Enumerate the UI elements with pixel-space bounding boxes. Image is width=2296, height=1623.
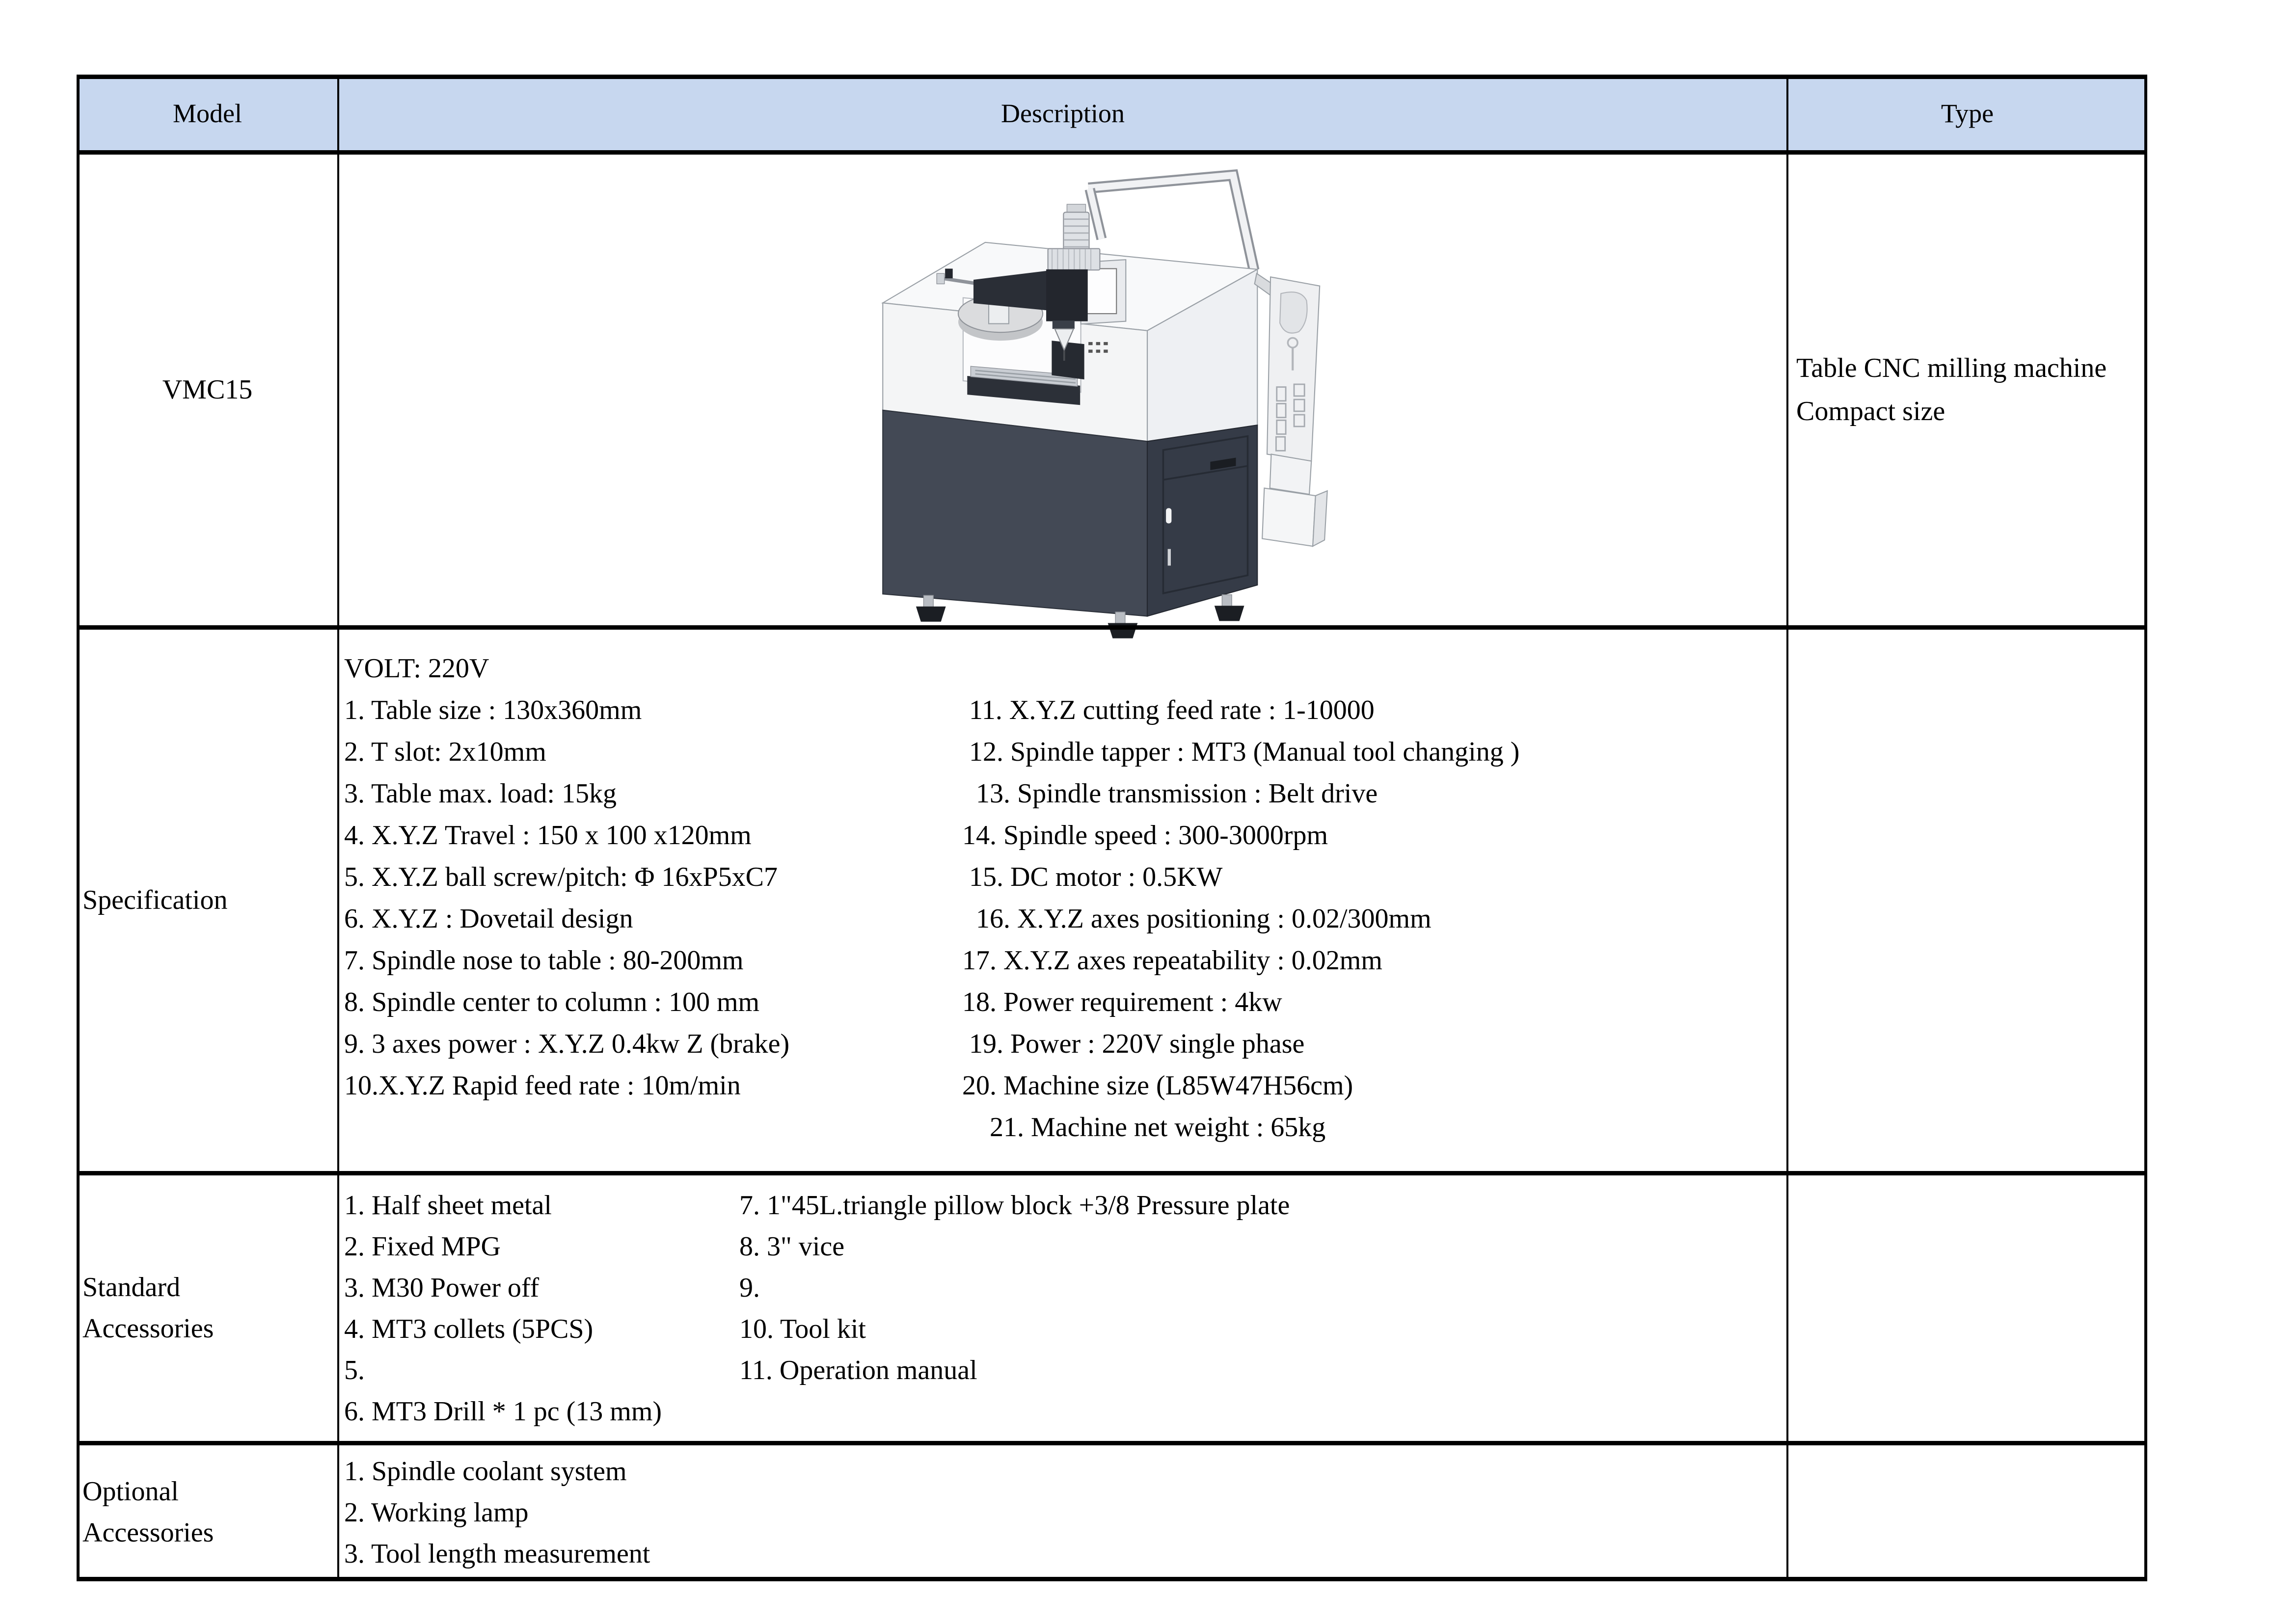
- spec-line: [344, 982, 1783, 1023]
- accessory-line: [344, 1350, 1783, 1391]
- header-type: Type: [1941, 99, 1994, 128]
- spec-item: 12. Spindle tapper : MT3 (Manual tool changing ): [962, 737, 1520, 767]
- row-separator: [77, 1441, 2147, 1445]
- spec-table: [77, 75, 2147, 1581]
- accessory-item: 1. Spindle coolant system: [344, 1456, 627, 1487]
- row-label-specification: Specification: [82, 885, 228, 915]
- table-border-left: [77, 75, 80, 1581]
- spec-item: 5. X.Y.Z ball screw/pitch: Φ 16xP5xC7: [344, 862, 778, 892]
- spec-line: [344, 1065, 1783, 1107]
- spec-item: 17. X.Y.Z axes repeatability : 0.02mm: [962, 945, 1382, 976]
- label-line: Optional: [82, 1476, 179, 1507]
- accessory-item: 5.: [344, 1355, 365, 1385]
- spec-item: 8. Spindle center to column : 100 mm: [344, 987, 760, 1017]
- accessory-item: 8. 3" vice: [739, 1231, 845, 1262]
- accessory-line: [344, 1492, 1783, 1533]
- spec-line: [344, 1023, 1783, 1065]
- accessory-item: 2. Working lamp: [344, 1497, 529, 1528]
- table-border-top: [77, 75, 2147, 79]
- table-border-right: [2144, 75, 2147, 1581]
- spec-item: 20. Machine size (L85W47H56cm): [962, 1070, 1353, 1101]
- accessory-line: [344, 1533, 1783, 1574]
- standard-accessories-content: [344, 1173, 1783, 1443]
- row-label-standard-accessories: [82, 1173, 335, 1443]
- label-line: Accessories: [82, 1313, 214, 1344]
- accessory-item: 4. MT3 collets (5PCS): [344, 1314, 594, 1344]
- accessory-item: 6. MT3 Drill * 1 pc (13 mm): [344, 1396, 662, 1427]
- accessory-item: 2. Fixed MPG: [344, 1231, 501, 1262]
- header-description: Description: [1001, 99, 1125, 128]
- spec-item: 3. Table max. load: 15kg: [344, 778, 617, 809]
- spec-item: 6. X.Y.Z : Dovetail design: [344, 904, 633, 934]
- type-value: [1789, 152, 2145, 627]
- label-line: Accessories: [82, 1517, 214, 1548]
- spec-line: [344, 731, 1783, 773]
- spec-item: 18. Power requirement : 4kw: [962, 987, 1282, 1017]
- spec-item: 11. X.Y.Z cutting feed rate : 1-10000: [962, 695, 1375, 725]
- row-separator: [77, 1171, 2147, 1175]
- spec-line: [344, 940, 1783, 982]
- spec-item: 1. Table size : 130x360mm: [344, 695, 642, 725]
- spec-item: 14. Spindle speed : 300-3000rpm: [962, 820, 1328, 851]
- accessory-item: 1. Half sheet metal: [344, 1190, 552, 1221]
- accessory-line: [344, 1226, 1783, 1267]
- machine-pendant-panel: [1255, 273, 1327, 546]
- accessory-item: 9.: [739, 1273, 760, 1303]
- machine-base: [883, 410, 1257, 616]
- spec-line: [344, 773, 1783, 815]
- spec-item: 15. DC motor : 0.5KW: [962, 862, 1223, 892]
- spec-item: 13. Spindle transmission : Belt drive: [962, 778, 1378, 809]
- spec-line: [344, 898, 1783, 940]
- spec-item: 7. Spindle nose to table : 80-200mm: [344, 945, 744, 976]
- model-value: VMC15: [162, 374, 253, 405]
- spec-line: [344, 1107, 1783, 1148]
- spec-item: 4. X.Y.Z Travel : 150 x 100 x120mm: [344, 820, 752, 851]
- accessory-line: [344, 1451, 1783, 1492]
- optional-accessories-content: [344, 1443, 1783, 1581]
- label-line: Standard: [82, 1272, 181, 1303]
- spec-item: 10.X.Y.Z Rapid feed rate : 10m/min: [344, 1070, 741, 1101]
- row-separator: [77, 150, 2147, 155]
- spec-item: 19. Power : 220V single phase: [962, 1029, 1305, 1059]
- row-separator: [77, 625, 2147, 630]
- table-border-bottom: [77, 1577, 2147, 1581]
- spec-item: 16. X.Y.Z axes positioning : 0.02/300mm: [962, 904, 1432, 934]
- spec-line: [344, 856, 1783, 898]
- accessory-item: 10. Tool kit: [739, 1314, 866, 1344]
- header-model: Model: [173, 99, 242, 128]
- spec-item: 21. Machine net weight : 65kg: [962, 1112, 1326, 1143]
- specification-content: [344, 627, 1783, 1173]
- spec-line: [344, 815, 1783, 856]
- description-image-wrap: [859, 148, 1399, 639]
- type-line: Table CNC milling machine: [1796, 353, 2107, 383]
- spec-item: 9. 3 axes power : X.Y.Z 0.4kw Z (brake): [344, 1029, 790, 1059]
- spec-line: [344, 690, 1783, 731]
- column-separator: [1786, 75, 1788, 1581]
- accessory-line: [344, 1185, 1783, 1226]
- column-separator: [337, 75, 339, 1581]
- accessory-item: 7. 1"45L.triangle pillow block +3/8 Pressure plate: [739, 1190, 1290, 1221]
- accessory-item: 3. Tool length measurement: [344, 1539, 650, 1569]
- accessory-item: 3. M30 Power off: [344, 1273, 540, 1303]
- accessory-item: 11. Operation manual: [739, 1355, 977, 1385]
- spec-line: [344, 648, 1783, 690]
- spec-item: VOLT: 220V: [344, 653, 489, 684]
- accessory-line: [344, 1391, 1783, 1432]
- type-line: Compact size: [1796, 396, 1945, 426]
- spec-item: 2. T slot: 2x10mm: [344, 737, 546, 767]
- accessory-line: [344, 1308, 1783, 1350]
- cnc-machine-image: [859, 148, 1399, 639]
- row-label-optional-accessories: [82, 1443, 335, 1581]
- accessory-line: [344, 1267, 1783, 1308]
